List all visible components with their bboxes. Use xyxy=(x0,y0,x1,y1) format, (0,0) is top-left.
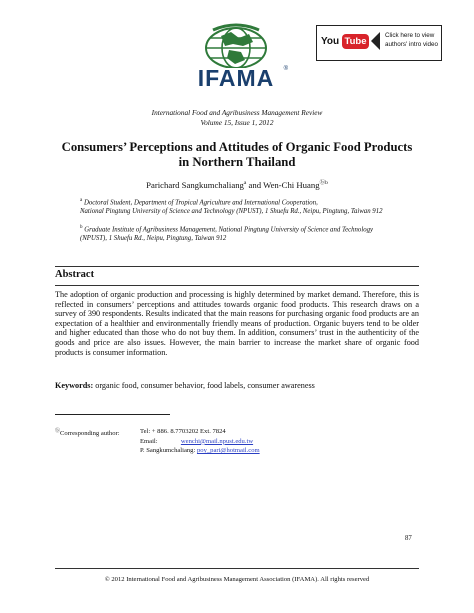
affiliation-a: $^a$ Doctoral Student, Department of Tropical Agriculture and International Cooperation, National Pingtung University of Science and Technology (NPUST), 1 Shuefu Rd., Neipu, Pingtung, Taiwan 912 xyxy=(80,198,383,215)
email-link-2[interactable]: poy_pari@hotmail.com xyxy=(196,447,260,455)
affiliation-b: $^b$ Graduate Institute of Agribusiness Management, National Pingtung University of Science and Technology (NPUST), 1 Shuefu Rd., Neipu, Pingtung, Taiwan 912 xyxy=(80,225,374,242)
paper-title: Consumers’ Perceptions and Attitudes of Organic Food Products in Northern Thailand xyxy=(61,140,413,169)
logo-wordmark: IFAMA xyxy=(197,65,275,91)
footer-rule xyxy=(55,568,419,569)
corresponding-tel: Tel: + 886. 8.7703202 Ext. 7824 xyxy=(140,428,226,435)
pointer-arrow-icon xyxy=(371,32,380,50)
email-link-1[interactable]: wenchi@mail.npust.edu.tw xyxy=(180,437,254,445)
ifama-logo xyxy=(183,22,289,92)
corresponding-author-label: ⓑCorresponding author: xyxy=(55,429,120,438)
journal-info: International Food and Agribusiness Management Review Volume 15, Issue 1, 2012 xyxy=(151,108,323,127)
registered-mark: ® xyxy=(283,66,288,72)
abstract-heading: Abstract xyxy=(55,269,95,280)
page-number: 87 xyxy=(405,535,412,542)
youtube-you-label: You xyxy=(321,36,340,47)
copyright-footer: © 2012 International Food and Agribusiness Management Association (IFAMA). All rights reserved xyxy=(104,576,370,583)
footnote-rule xyxy=(55,414,170,415)
video-caption: Click here to view authors' intro video xyxy=(385,32,439,48)
section-rule-top xyxy=(55,266,419,267)
section-rule-bottom xyxy=(55,285,419,286)
abstract-body: The adoption of organic production and processing is highly determined by market demand. Therefore, this is reflected in consumers’ perceptions and attitudes towards organic food products. This research draws on a survey of 390 respondents. Results indicated that the main reasons for purchasing organic food products are an expectation of a healthier and environmentally friendly means of production. Organic buyers tend to be older and higher educated than those who do not buy them. In addition, consumers’ trust in the authenticity of the goods and price are also issues. However, the main barrier to increase the market share of organic food products is consumer information. xyxy=(55,290,419,357)
author-list: Parichard Sangkumchaliang$^a$ and Wen-Chi Huang$^{ⓑb}$ xyxy=(146,179,328,190)
author-video-link[interactable] xyxy=(316,25,442,61)
author-1: Parichard Sangkumchaliang xyxy=(146,179,244,190)
youtube-tube-label: Tube xyxy=(342,34,369,49)
globe-icon xyxy=(183,22,289,68)
keywords: Keywords: organic food, consumer behavior, food labels, consumer awareness xyxy=(55,381,315,390)
corresponding-author-details: Tel: + 886. 8.7703202 Ext. 7824 Email: wenchi@mail.npust.edu.tw P. Sangkumchaliang: poy_pari@hotmail.com xyxy=(140,427,420,456)
author-2: Wen-Chi Huang xyxy=(263,179,320,190)
